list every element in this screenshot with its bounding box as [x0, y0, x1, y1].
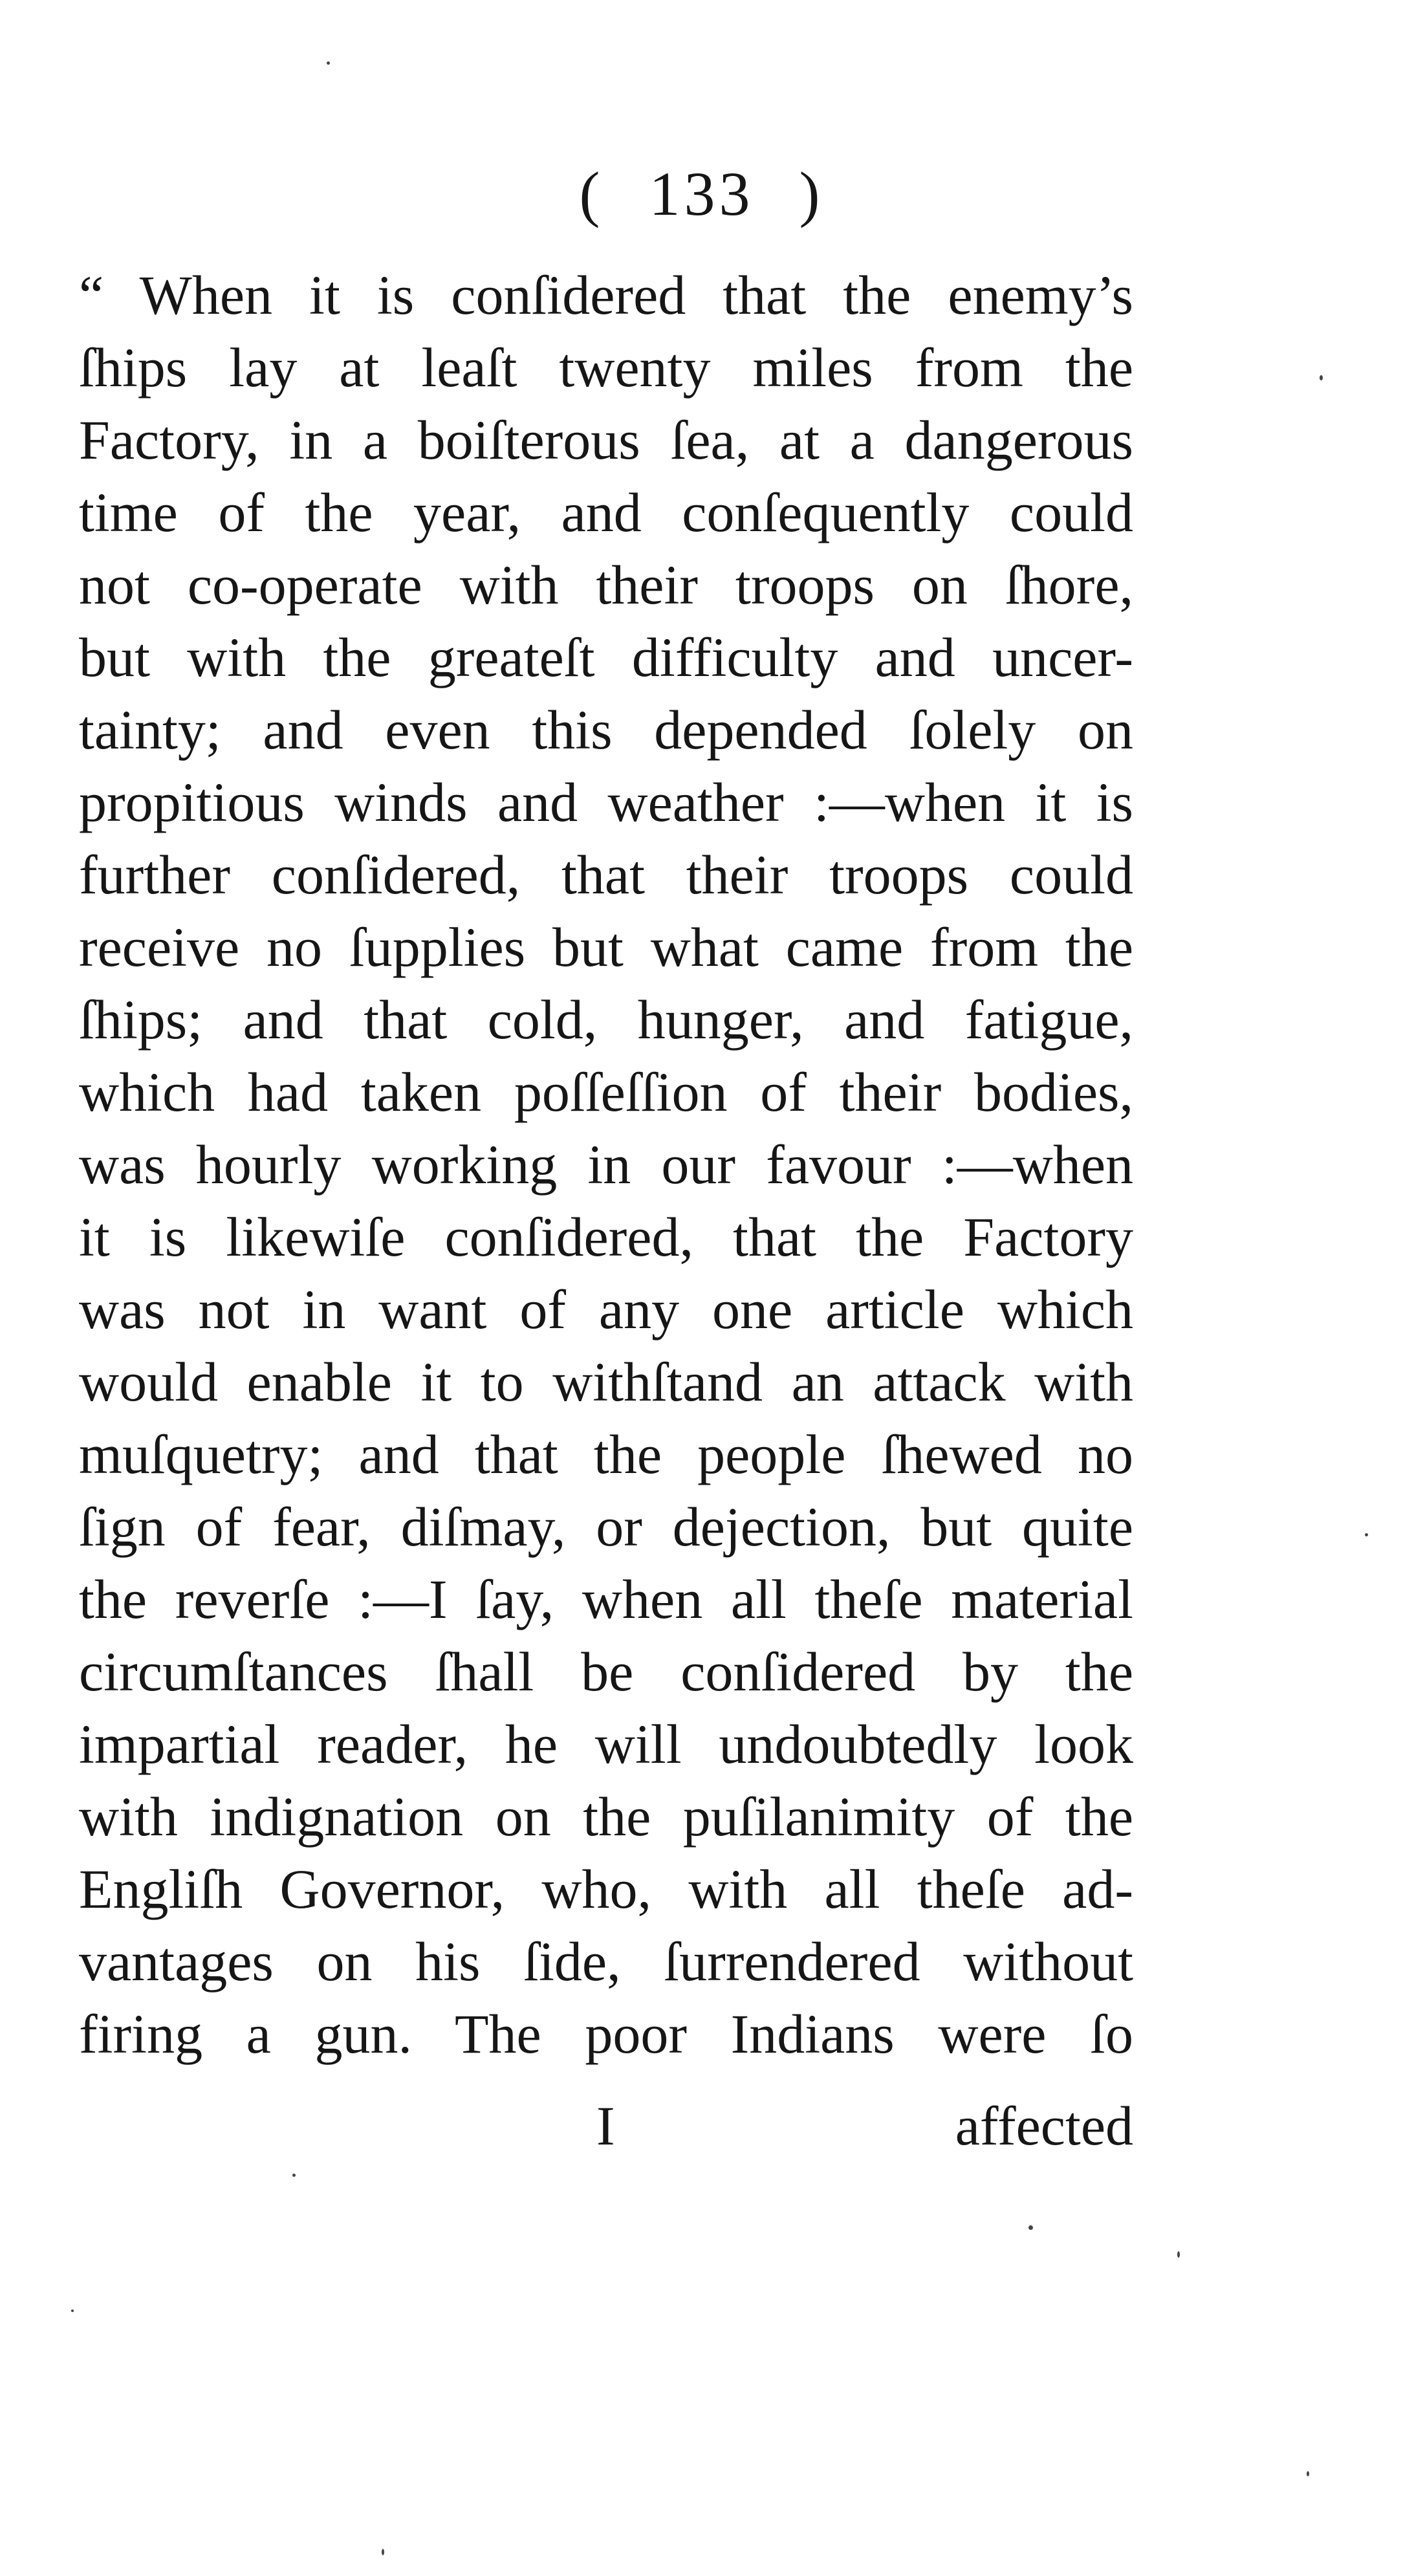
text-line: tainty; and even this depended ſolely on — [79, 699, 1133, 761]
paper-speck — [327, 61, 330, 65]
paper-speck — [1320, 375, 1323, 380]
text-line: propitious winds and weather :—when it is — [79, 771, 1133, 833]
text-line: was hourly working in our favour :—when — [79, 1133, 1133, 1195]
paper-speck — [292, 2174, 296, 2177]
text-line: impartial reader, he will undoubtedly look — [79, 1713, 1133, 1775]
paper-speck — [1028, 2225, 1033, 2230]
text-line: ſhips lay at leaſt twenty miles from the — [79, 336, 1133, 398]
paper-speck — [382, 2549, 384, 2555]
signature-mark: I — [596, 2095, 615, 2157]
text-line: would enable it to withſtand an attack with — [79, 1351, 1133, 1413]
catchword: affected — [955, 2095, 1133, 2157]
page-header — [0, 155, 1403, 233]
text-line: Engliſh Governor, who, with all theſe ad- — [79, 1858, 1133, 1920]
text-line: but with the greateſt difficulty and uncer- — [79, 626, 1133, 688]
text-line: further conſidered, that their troops could — [79, 844, 1133, 906]
text-line: with indignation on the puſilanimity of the — [79, 1785, 1133, 1848]
text-line: Factory, in a boiſterous ſea, at a dangerous — [79, 409, 1133, 471]
text-line: time of the year, and conſequently could — [79, 481, 1133, 543]
text-line: muſquetry; and that the people ſhewed no — [79, 1423, 1133, 1485]
paper-speck — [1365, 1533, 1368, 1536]
text-line: receive no ſupplies but what came from the — [79, 916, 1133, 978]
text-line: was not in want of any one article which — [79, 1278, 1133, 1340]
text-line: which had taken poſſeſſion of their bodies, — [79, 1061, 1133, 1123]
text-line: “ When it is conſidered that the enemy’s — [79, 264, 1133, 326]
text-line: firing a gun. The poor Indians were ſo — [79, 2003, 1133, 2065]
open-parenthesis: ( — [579, 159, 604, 228]
paper-speck — [1177, 2251, 1180, 2258]
close-parenthesis: ) — [799, 159, 824, 228]
text-line: ſign of fear, diſmay, or dejection, but quite — [79, 1496, 1133, 1558]
page-number: 133 — [649, 159, 754, 228]
paper-speck — [71, 2309, 74, 2312]
text-line: it is likewiſe conſidered, that the Factory — [79, 1206, 1133, 1268]
text-line: vantages on his ſide, ſurrendered without — [79, 1930, 1133, 1992]
paper-speck — [1307, 2471, 1309, 2476]
text-line: not co-operate with their troops on ſhore, — [79, 554, 1133, 616]
text-line: circumſtances ſhall be conſidered by the — [79, 1641, 1133, 1703]
text-line: ſhips; and that cold, hunger, and fatigue, — [79, 988, 1133, 1051]
text-line: the reverſe :—I ſay, when all theſe material — [79, 1568, 1133, 1630]
body-text — [79, 259, 1133, 2070]
page-footer — [79, 2090, 1133, 2162]
